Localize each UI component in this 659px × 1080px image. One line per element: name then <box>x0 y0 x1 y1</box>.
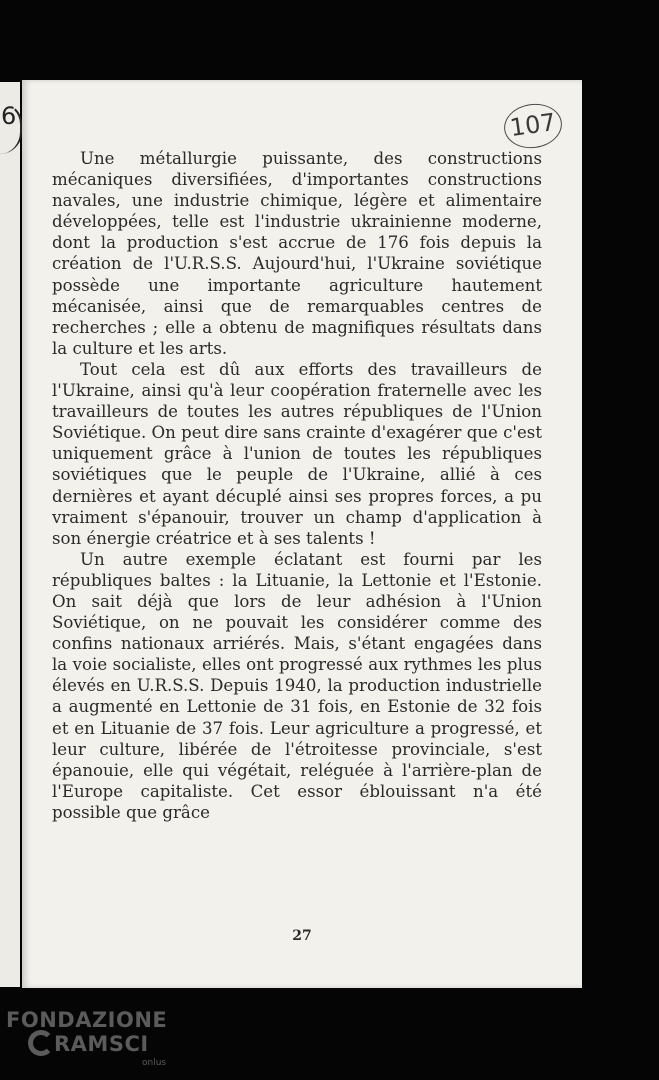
paragraph-2: Tout cela est dû aux efforts des travailleurs de l'Ukraine, ainsi qu'à leur coopération fraternelle avec les travailleurs de toutes les autres républiques de l'Union Soviétique. On peut dire sans crainte d'exagérer que c'est uniquement grâce à l'union de toutes les républiques soviétiques que le peuple de l'Ukraine, allié à ces dernières et ayant décuplé ainsi ses propres forces, a pu vraiment s'épanouir, trouver un champ d'application à son énergie créatrice et à ses talents ! <box>52 359 542 548</box>
adjacent-page-edge <box>0 82 20 987</box>
logo-line-1: FONDAZIONE <box>6 1008 168 1032</box>
folio-annotation <box>501 100 565 152</box>
margin-number: 6 <box>1 102 17 130</box>
paragraph-1: Une métallurgie puissante, des constructions mécaniques diversifiées, d'importantes constructions navales, une industrie chimique, légère et alimentaire développées, telle est l'industrie ukrainienne moderne, dont la production s'est accrue de 176 fois depuis la création de l'U.R.S.S. Aujourd'hui, l'Ukraine soviétique possède une importante agriculture hautement mécanisée, ainsi que de remarquables centres de recherches ; elle a obtenu de magnifiques résultats dans la culture et les arts. <box>52 149 542 358</box>
logo-line-2: RAMSCI <box>54 1032 149 1056</box>
body-text <box>52 148 542 823</box>
paragraph-3: Un autre exemple éclatant est fourni par les républiques baltes : la Lituanie, la Lettonie et l'Estonie. On sait déjà que lors de leur adhésion à l'Union Soviétique, on ne pouvait les considérer comme des confins nationaux arriérés. Mais, s'étant engagées dans la voie socialiste, elles ont progressé aux rythmes les plus élevés en U.R.S.S. Depuis 1940, la production industrielle a augmenté en Lettonie de 31 fois, en Estonie de 32 fois et en Lituanie de 37 fois. Leur agriculture a progressé, et leur culture, libérée de l'étroitesse provinciale, s'est épanouie, elle qui végétait, reléguée à l'arrière-plan de l'Europe capitaliste. Cet essor éblouissant n'a été possible que grâce <box>52 549 542 822</box>
fondazione-gramsci-logo <box>6 1008 176 1078</box>
book-page <box>22 80 582 988</box>
g-logo-icon <box>28 1030 54 1056</box>
logo-suffix: onlus <box>142 1058 167 1068</box>
folio-number: 107 <box>508 107 558 143</box>
page-number: 27 <box>292 928 312 944</box>
